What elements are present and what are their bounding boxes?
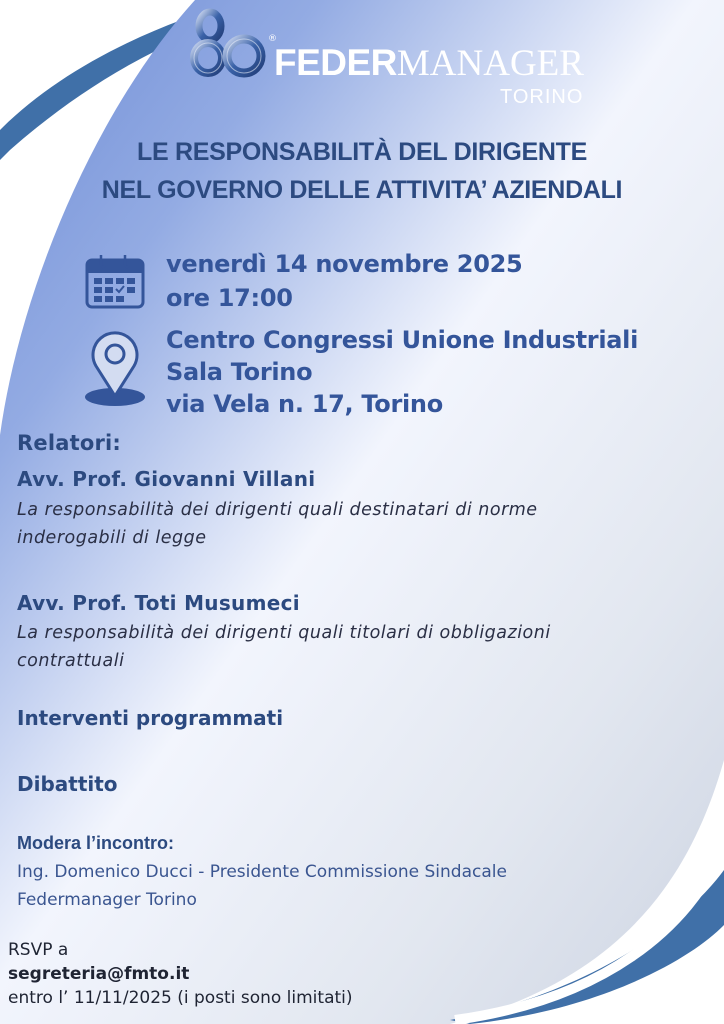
event-title-line-1: LE RESPONSABILITÀ DEL DIRIGENTE <box>136 138 587 166</box>
registered-mark: ® <box>268 34 277 44</box>
moderator-line-1: Ing. Domenico Ducci - Presidente Commissione Sindacale <box>17 862 507 882</box>
rsvp-label: RSVP a <box>8 940 69 960</box>
agenda-interventions: Interventi programmati <box>17 706 284 730</box>
speaker-1-topic-line-1: La responsabilità dei dirigenti quali destinatari di norme <box>17 500 538 520</box>
speaker-2-topic-line-1: La responsabilità dei dirigenti quali titolari di obbligazioni <box>17 623 551 643</box>
moderator-line-2: Federmanager Torino <box>17 890 197 910</box>
event-title-line-2: NEL GOVERNO DELLE ATTIVITA’ AZIENDALI <box>101 176 623 204</box>
speaker-2-name: Avv. Prof. Toti Musumeci <box>17 591 300 615</box>
agenda-debate: Dibattito <box>17 772 118 796</box>
speakers-heading: Relatori: <box>17 431 122 455</box>
speaker-1-topic-line-2: inderogabili di legge <box>17 528 207 548</box>
brand-city: TORINO <box>500 86 584 108</box>
speaker-2-topic-line-2: contrattuali <box>17 651 125 671</box>
event-date: venerdì 14 novembre 2025 <box>166 250 523 278</box>
federmanager-logo <box>188 8 588 108</box>
map-pin-icon <box>84 330 146 407</box>
event-time: ore 17:00 <box>166 284 293 312</box>
event-address: via Vela n. 17, Torino <box>166 390 443 418</box>
infinity-knot-logo-icon <box>188 8 266 80</box>
moderator-heading: Modera l’incontro: <box>17 833 174 853</box>
rsvp-email-link[interactable]: segreteria@fmto.it <box>8 964 190 984</box>
event-room: Sala Torino <box>166 358 313 386</box>
brand-name-light: MANAGER <box>396 43 584 84</box>
calendar-icon <box>85 253 145 309</box>
event-venue: Centro Congressi Unione Industriali <box>166 326 639 354</box>
brand-name-bold: FEDER <box>274 42 397 83</box>
speaker-1-name: Avv. Prof. Giovanni Villani <box>17 467 316 491</box>
brand-wordmark <box>274 44 584 82</box>
rsvp-deadline: entro l’ 11/11/2025 (i posti sono limitati) <box>8 988 353 1008</box>
